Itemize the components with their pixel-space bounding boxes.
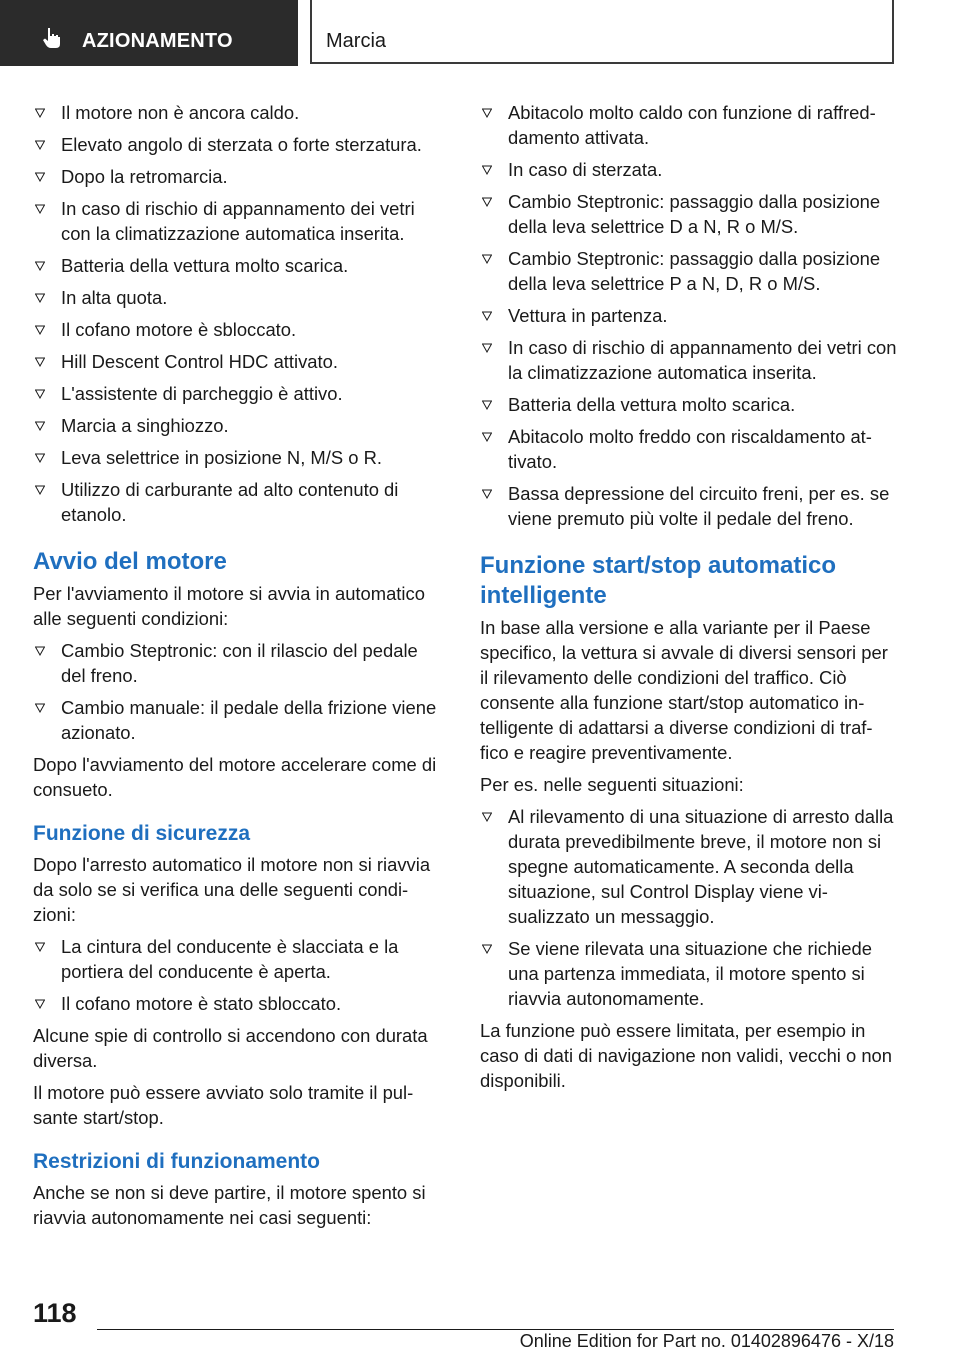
bullet-list [33,100,447,527]
triangle-bullet-icon [35,453,45,463]
chapter-title: Marcia [326,30,387,52]
heading-restrizioni-di-funzionamento: Restrizioni di funzionamento [33,1150,320,1173]
triangle-bullet-icon [35,325,45,335]
triangle-bullet-icon [482,489,492,499]
triangle-bullet-icon [482,254,492,264]
list-item: Batteria della vettura molto scarica. [480,392,898,417]
paragraph: Anche se non si deve partire, il motore spento si riavvia autonomamente nei casi seguenti: [33,1182,426,1228]
paragraph: Per l'avviamento il motore si avvia in automatico alle seguenti condizioni: [33,583,425,629]
triangle-bullet-icon [482,343,492,353]
triangle-bullet-icon [35,485,45,495]
footer-edition: Online Edition for Part no. 01402896476 - X/18 [519,1331,894,1351]
triangle-bullet-icon [35,204,45,214]
triangle-bullet-icon [35,389,45,399]
bullet-list [480,100,898,531]
triangle-bullet-icon [35,261,45,271]
triangle-bullet-icon [35,421,45,431]
triangle-bullet-icon [35,999,45,1009]
paragraph: Il motore può essere avviato solo tramite il pul-sante start/stop. [33,1082,414,1128]
list-item: Cambio Steptronic: passaggio dalla posizione della leva selettrice P a N, D, R o M/S. [480,246,898,296]
left-column [33,100,447,1237]
list-item: Cambio Steptronic: con il rilascio del pedale del freno. [33,638,447,688]
heading-funzione-di-sicurezza: Funzione di sicurezza [33,822,251,845]
list-item: Elevato angolo di sterzata o forte sterzatura. [33,132,447,157]
section-title: AZIONAMENTO [82,30,233,52]
triangle-bullet-icon [482,197,492,207]
list-item: Abitacolo molto caldo con funzione di raffred-damento attivata. [480,100,898,150]
triangle-bullet-icon [35,172,45,182]
list-item: Il cofano motore è stato sbloccato. [33,991,447,1016]
triangle-bullet-icon [482,944,492,954]
triangle-bullet-icon [482,400,492,410]
list-item: Se viene rilevata una situazione che richiede una partenza immediata, il motore spento si riavvia autonomamente. [480,936,898,1011]
page-number: 118 [33,1298,77,1328]
paragraph: Dopo l'arresto automatico il motore non si riavvia da solo se si verifica una delle seguenti condi-zioni: [33,854,431,925]
triangle-bullet-icon [35,108,45,118]
triangle-bullet-icon [35,703,45,713]
triangle-bullet-icon [35,942,45,952]
paragraph: In base alla versione e alla variante per il Paese specifico, la vettura si avvale di diversi sensori per il rilevamento delle condizioni del traffico. Ciò consente alla funzione start/stop automatico in-telligente di adattarsi a diverse condizioni di traf-fico e reagire preventivamente. [480,617,888,763]
triangle-bullet-icon [35,293,45,303]
paragraph: Dopo l'avviamento del motore accelerare come di consueto. [33,754,437,800]
list-item: Al rilevamento di una situazione di arresto dalla durata prevedibilmente breve, il motore non si spegne automaticamente. A seconda della situazione, sul Control Display viene vi-sualizzato un messaggio. [480,804,898,929]
list-item: La cintura del conducente è slacciata e la portiera del conducente è aperta. [33,934,447,984]
list-item: L'assistente di parcheggio è attivo. [33,381,447,406]
footer-divider [97,1329,894,1330]
paragraph: Alcune spie di controllo si accendono con durata diversa. [33,1025,428,1071]
paragraph: Per es. nelle seguenti situazioni: [480,774,744,795]
list-item: Il motore non è ancora caldo. [33,100,447,125]
list-item: Hill Descent Control HDC attivato. [33,349,447,374]
list-item: Abitacolo molto freddo con riscaldamento at-tivato. [480,424,898,474]
bullet-list [480,804,898,1011]
list-item: Vettura in partenza. [480,303,898,328]
triangle-bullet-icon [482,812,492,822]
list-item: Leva selettrice in posizione N, M/S o R. [33,445,447,470]
triangle-bullet-icon [482,311,492,321]
right-column [480,100,898,1100]
list-item: Marcia a singhiozzo. [33,413,447,438]
hand-pointer-icon [40,26,64,50]
list-item: Cambio manuale: il pedale della frizione viene azionato. [33,695,447,745]
list-item: Batteria della vettura molto scarica. [33,253,447,278]
triangle-bullet-icon [35,140,45,150]
heading-avvio-del-motore: Avvio del motore [33,548,227,575]
list-item: Cambio Steptronic: passaggio dalla posizione della leva selettrice D a N, R o M/S. [480,189,898,239]
bullet-list [33,638,447,745]
list-item: In caso di rischio di appannamento dei vetri con la climatizzazione automatica inserita. [33,196,447,246]
triangle-bullet-icon [482,108,492,118]
triangle-bullet-icon [35,646,45,656]
list-item: In alta quota. [33,285,447,310]
bullet-list [33,934,447,1016]
list-item: Dopo la retromarcia. [33,164,447,189]
triangle-bullet-icon [482,165,492,175]
chapter-box [310,0,894,64]
heading-funzione-start-stop: Funzione start/stop automatico intelligente [480,552,837,609]
list-item: In caso di sterzata. [480,157,898,182]
triangle-bullet-icon [482,432,492,442]
list-item: Bassa depressione del circuito freni, per es. se viene premuto più volte il pedale del freno. [480,481,898,531]
list-item: Utilizzo di carburante ad alto contenuto di etanolo. [33,477,447,527]
paragraph: La funzione può essere limitata, per esempio in caso di dati di navigazione non validi, vecchi o non disponibili. [480,1020,893,1091]
triangle-bullet-icon [35,357,45,367]
list-item: In caso di rischio di appannamento dei vetri con la climatizzazione automatica inserita. [480,335,898,385]
list-item: Il cofano motore è sbloccato. [33,317,447,342]
